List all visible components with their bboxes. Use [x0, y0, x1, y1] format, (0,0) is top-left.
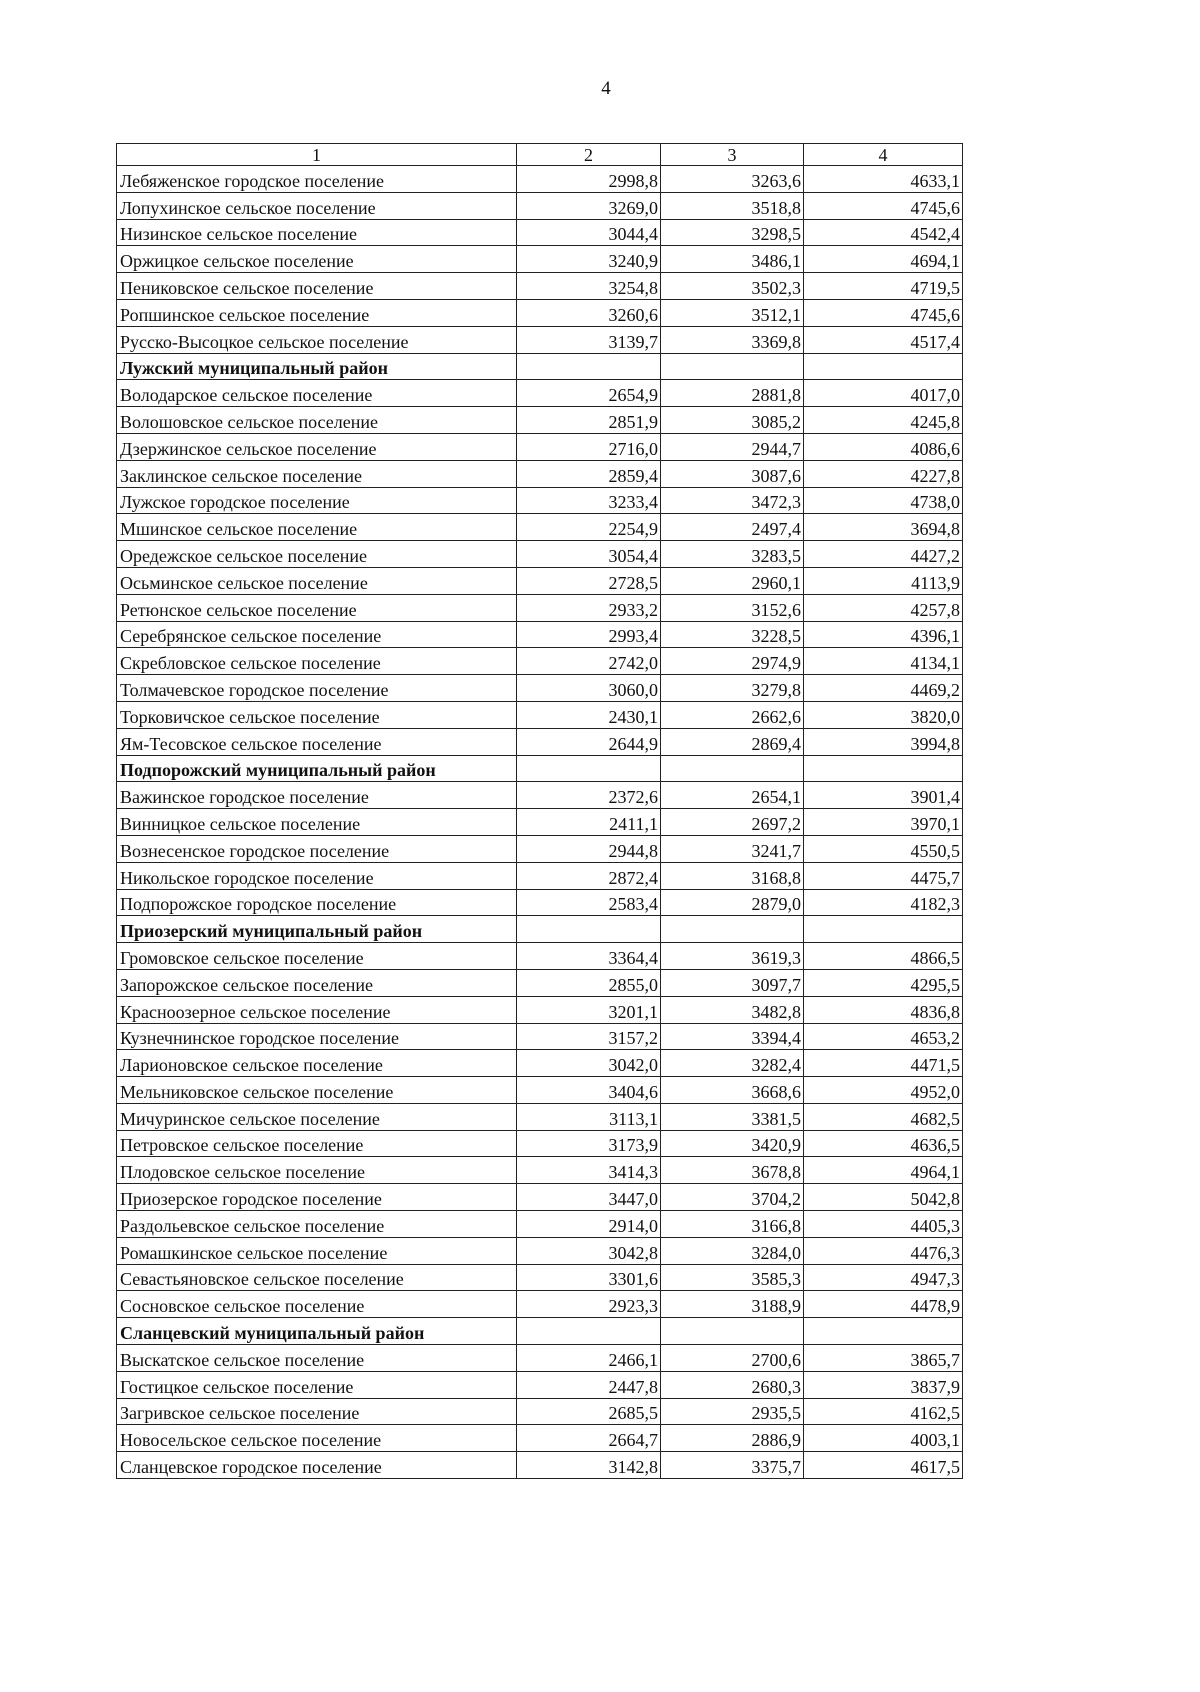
table-row [117, 1371, 963, 1398]
value-col3-cell: 3369,8 [661, 326, 804, 353]
table-row [117, 943, 963, 970]
value-col3-cell: 2960,1 [661, 567, 804, 594]
settlement-name-cell: Винницкое сельское поселение [117, 809, 517, 836]
value-col4-cell: 3837,9 [804, 1371, 963, 1398]
value-col3-cell: 3228,5 [661, 621, 804, 648]
settlement-name-cell: Подпорожское городское поселение [117, 889, 517, 916]
settlement-name-cell: Мшинское сельское поселение [117, 514, 517, 541]
table-row [117, 1398, 963, 1425]
value-col3-cell [661, 353, 804, 380]
value-col2-cell: 3113,1 [517, 1103, 661, 1130]
value-col4-cell: 4636,5 [804, 1130, 963, 1157]
value-col4-cell: 4964,1 [804, 1157, 963, 1184]
value-col4-cell: 4396,1 [804, 621, 963, 648]
settlement-name-cell: Толмачевское городское поселение [117, 675, 517, 702]
value-col4-cell: 4476,3 [804, 1237, 963, 1264]
district-header-row [117, 916, 963, 943]
value-col3-cell: 3472,3 [661, 487, 804, 514]
value-col2-cell: 2944,8 [517, 835, 661, 862]
value-col2-cell: 3054,4 [517, 541, 661, 568]
settlement-name-cell: Дзержинское сельское поселение [117, 433, 517, 460]
value-col2-cell: 3157,2 [517, 1023, 661, 1050]
value-col4-cell: 4469,2 [804, 675, 963, 702]
value-col4-cell [804, 916, 963, 943]
value-col2-cell: 2372,6 [517, 782, 661, 809]
value-col4-cell: 3970,1 [804, 809, 963, 836]
value-col2-cell: 2254,9 [517, 514, 661, 541]
value-col4-cell: 4653,2 [804, 1023, 963, 1050]
value-col4-cell: 4517,4 [804, 326, 963, 353]
value-col2-cell: 3301,6 [517, 1264, 661, 1291]
value-col2-cell: 2411,1 [517, 809, 661, 836]
table-row [117, 1103, 963, 1130]
value-col4-cell: 4295,5 [804, 969, 963, 996]
value-col2-cell: 2742,0 [517, 648, 661, 675]
value-col4-cell: 3820,0 [804, 701, 963, 728]
value-col2-cell: 2851,9 [517, 407, 661, 434]
value-col2-cell: 3142,8 [517, 1452, 661, 1479]
value-col2-cell: 2855,0 [517, 969, 661, 996]
value-col4-cell: 4952,0 [804, 1077, 963, 1104]
settlement-name-cell: Гостицкое сельское поселение [117, 1371, 517, 1398]
settlement-name-cell: Ретюнское сельское поселение [117, 594, 517, 621]
value-col2-cell: 2644,9 [517, 728, 661, 755]
value-col3-cell: 2654,1 [661, 782, 804, 809]
settlement-name-cell: Сосновское сельское поселение [117, 1291, 517, 1318]
value-col2-cell: 2872,4 [517, 862, 661, 889]
settlement-name-cell: Осьминское сельское поселение [117, 567, 517, 594]
value-col2-cell: 2998,8 [517, 166, 661, 193]
value-col4-cell: 4550,5 [804, 835, 963, 862]
value-col3-cell: 3482,8 [661, 996, 804, 1023]
column-header-3: 3 [661, 144, 804, 166]
value-col4-cell: 4162,5 [804, 1398, 963, 1425]
table-row [117, 889, 963, 916]
value-col2-cell: 3201,1 [517, 996, 661, 1023]
value-col4-cell: 3901,4 [804, 782, 963, 809]
table-row [117, 621, 963, 648]
value-col3-cell: 3585,3 [661, 1264, 804, 1291]
settlement-name-cell: Русско-Высоцкое сельское поселение [117, 326, 517, 353]
settlement-name-cell: Никольское городское поселение [117, 862, 517, 889]
value-col2-cell: 2993,4 [517, 621, 661, 648]
value-col3-cell: 3284,0 [661, 1237, 804, 1264]
table-row [117, 1023, 963, 1050]
settlement-name-cell: Раздольевское сельское поселение [117, 1211, 517, 1238]
table-row [117, 1211, 963, 1238]
settlement-name-cell: Петровское сельское поселение [117, 1130, 517, 1157]
table-row [117, 541, 963, 568]
value-col3-cell: 2879,0 [661, 889, 804, 916]
table-row [117, 1130, 963, 1157]
settlement-name-cell: Запорожское сельское поселение [117, 969, 517, 996]
value-col4-cell: 4427,2 [804, 541, 963, 568]
value-col4-cell: 4866,5 [804, 943, 963, 970]
value-col3-cell: 3279,8 [661, 675, 804, 702]
settlement-name-cell: Красноозерное сельское поселение [117, 996, 517, 1023]
value-col3-cell: 3085,2 [661, 407, 804, 434]
table-row [117, 246, 963, 273]
value-col4-cell: 3994,8 [804, 728, 963, 755]
value-col3-cell: 3283,5 [661, 541, 804, 568]
table-row [117, 594, 963, 621]
table-row [117, 487, 963, 514]
value-col4-cell: 4745,6 [804, 299, 963, 326]
settlement-name-cell: Скребловское сельское поселение [117, 648, 517, 675]
settlement-name-cell: Ропшинское сельское поселение [117, 299, 517, 326]
value-col3-cell: 2697,2 [661, 809, 804, 836]
value-col4-cell: 4738,0 [804, 487, 963, 514]
table-row [117, 648, 963, 675]
value-col3-cell [661, 916, 804, 943]
value-col3-cell: 3486,1 [661, 246, 804, 273]
value-col2-cell: 2466,1 [517, 1345, 661, 1372]
value-col2-cell: 3233,4 [517, 487, 661, 514]
value-col2-cell [517, 1318, 661, 1345]
table-row [117, 1050, 963, 1077]
value-col4-cell: 4947,3 [804, 1264, 963, 1291]
value-col3-cell: 3619,3 [661, 943, 804, 970]
value-col3-cell: 2869,4 [661, 728, 804, 755]
value-col2-cell: 3042,8 [517, 1237, 661, 1264]
value-col4-cell: 4617,5 [804, 1452, 963, 1479]
column-header-4: 4 [804, 144, 963, 166]
value-col2-cell: 3404,6 [517, 1077, 661, 1104]
value-col2-cell [517, 755, 661, 782]
table-row [117, 1425, 963, 1452]
value-col2-cell: 2914,0 [517, 1211, 661, 1238]
value-col4-cell: 4478,9 [804, 1291, 963, 1318]
value-col4-cell: 4086,6 [804, 433, 963, 460]
value-col2-cell: 2430,1 [517, 701, 661, 728]
value-col3-cell: 2680,3 [661, 1371, 804, 1398]
settlement-name-cell: Ларионовское сельское поселение [117, 1050, 517, 1077]
value-col3-cell: 3512,1 [661, 299, 804, 326]
settlement-name-cell: Сланцевское городское поселение [117, 1452, 517, 1479]
value-col2-cell: 2859,4 [517, 460, 661, 487]
value-col3-cell [661, 755, 804, 782]
value-col3-cell: 2662,6 [661, 701, 804, 728]
value-col4-cell: 3865,7 [804, 1345, 963, 1372]
value-col4-cell: 4017,0 [804, 380, 963, 407]
district-name-cell: Приозерский муниципальный район [117, 916, 517, 943]
settlement-name-cell: Загривское сельское поселение [117, 1398, 517, 1425]
value-col4-cell [804, 755, 963, 782]
settlement-name-cell: Приозерское городское поселение [117, 1184, 517, 1211]
value-col2-cell: 3364,4 [517, 943, 661, 970]
settlement-name-cell: Выскатское сельское поселение [117, 1345, 517, 1372]
value-col4-cell: 4475,7 [804, 862, 963, 889]
settlement-name-cell: Громовское сельское поселение [117, 943, 517, 970]
value-col2-cell: 3060,0 [517, 675, 661, 702]
settlement-name-cell: Мичуринское сельское поселение [117, 1103, 517, 1130]
value-col2-cell: 2664,7 [517, 1425, 661, 1452]
value-col2-cell: 3240,9 [517, 246, 661, 273]
table-row [117, 567, 963, 594]
value-col2-cell: 2583,4 [517, 889, 661, 916]
value-col4-cell: 4227,8 [804, 460, 963, 487]
table-row [117, 1264, 963, 1291]
value-col2-cell: 2654,9 [517, 380, 661, 407]
page-number: 4 [601, 78, 611, 99]
value-col3-cell: 2886,9 [661, 1425, 804, 1452]
table-row [117, 728, 963, 755]
value-col4-cell [804, 353, 963, 380]
value-col4-cell: 4682,5 [804, 1103, 963, 1130]
settlement-name-cell: Ромашкинское сельское поселение [117, 1237, 517, 1264]
table-row [117, 862, 963, 889]
value-col2-cell: 2716,0 [517, 433, 661, 460]
value-col3-cell: 2944,7 [661, 433, 804, 460]
settlement-name-cell: Серебрянское сельское поселение [117, 621, 517, 648]
table-row [117, 380, 963, 407]
value-col4-cell: 4471,5 [804, 1050, 963, 1077]
value-col2-cell: 3447,0 [517, 1184, 661, 1211]
value-col3-cell: 2881,8 [661, 380, 804, 407]
value-col4-cell: 4633,1 [804, 166, 963, 193]
table-row [117, 1077, 963, 1104]
district-name-cell: Подпорожский муниципальный район [117, 755, 517, 782]
value-col4-cell: 4405,3 [804, 1211, 963, 1238]
value-col3-cell: 3678,8 [661, 1157, 804, 1184]
value-col2-cell: 2685,5 [517, 1398, 661, 1425]
value-col3-cell: 3375,7 [661, 1452, 804, 1479]
value-col4-cell: 4182,3 [804, 889, 963, 916]
value-col2-cell: 2447,8 [517, 1371, 661, 1398]
value-col4-cell: 4134,1 [804, 648, 963, 675]
table-row [117, 433, 963, 460]
table-row [117, 835, 963, 862]
table-row [117, 299, 963, 326]
value-col2-cell: 3139,7 [517, 326, 661, 353]
value-col4-cell: 5042,8 [804, 1184, 963, 1211]
settlement-name-cell: Лопухинское сельское поселение [117, 192, 517, 219]
settlement-name-cell: Пениковское сельское поселение [117, 273, 517, 300]
table-row [117, 809, 963, 836]
table-row [117, 969, 963, 996]
settlement-name-cell: Володарское сельское поселение [117, 380, 517, 407]
value-col4-cell: 4745,6 [804, 192, 963, 219]
data-table [116, 143, 963, 1479]
value-col3-cell: 3152,6 [661, 594, 804, 621]
table-row [117, 166, 963, 193]
value-col3-cell: 3241,7 [661, 835, 804, 862]
table-row [117, 1184, 963, 1211]
district-name-cell: Лужский муниципальный район [117, 353, 517, 380]
value-col4-cell: 4836,8 [804, 996, 963, 1023]
settlement-name-cell: Плодовское сельское поселение [117, 1157, 517, 1184]
value-col4-cell: 4694,1 [804, 246, 963, 273]
table-body [117, 144, 963, 1479]
settlement-name-cell: Севастьяновское сельское поселение [117, 1264, 517, 1291]
table-row [117, 675, 963, 702]
value-col3-cell: 3097,7 [661, 969, 804, 996]
value-col2-cell [517, 916, 661, 943]
value-col3-cell: 3502,3 [661, 273, 804, 300]
value-col3-cell: 3087,6 [661, 460, 804, 487]
value-col3-cell: 3298,5 [661, 219, 804, 246]
value-col3-cell: 3704,2 [661, 1184, 804, 1211]
settlement-name-cell: Важинское городское поселение [117, 782, 517, 809]
value-col3-cell: 3420,9 [661, 1130, 804, 1157]
value-col2-cell: 3414,3 [517, 1157, 661, 1184]
value-col2-cell: 2728,5 [517, 567, 661, 594]
settlement-name-cell: Торковичское сельское поселение [117, 701, 517, 728]
value-col3-cell: 3518,8 [661, 192, 804, 219]
value-col3-cell: 3263,6 [661, 166, 804, 193]
table-row [117, 1291, 963, 1318]
value-col4-cell: 4542,4 [804, 219, 963, 246]
value-col2-cell: 3042,0 [517, 1050, 661, 1077]
value-col4-cell: 4719,5 [804, 273, 963, 300]
district-header-row [117, 353, 963, 380]
settlement-name-cell: Лебяженское городское поселение [117, 166, 517, 193]
table-row [117, 782, 963, 809]
table-row [117, 996, 963, 1023]
table-row [117, 701, 963, 728]
value-col4-cell [804, 1318, 963, 1345]
value-col2-cell: 2923,3 [517, 1291, 661, 1318]
table-row [117, 460, 963, 487]
value-col2-cell: 3269,0 [517, 192, 661, 219]
value-col2-cell [517, 353, 661, 380]
value-col2-cell: 3173,9 [517, 1130, 661, 1157]
value-col3-cell: 3381,5 [661, 1103, 804, 1130]
table-row [117, 1452, 963, 1479]
value-col3-cell: 3282,4 [661, 1050, 804, 1077]
value-col4-cell: 4003,1 [804, 1425, 963, 1452]
settlement-name-cell: Оредежское сельское поселение [117, 541, 517, 568]
value-col3-cell: 2935,5 [661, 1398, 804, 1425]
table-row [117, 1345, 963, 1372]
value-col2-cell: 2933,2 [517, 594, 661, 621]
column-number-row [117, 144, 963, 166]
table-row [117, 219, 963, 246]
value-col3-cell: 2497,4 [661, 514, 804, 541]
settlement-name-cell: Оржицкое сельское поселение [117, 246, 517, 273]
settlement-name-cell: Вознесенское городское поселение [117, 835, 517, 862]
value-col3-cell [661, 1318, 804, 1345]
table-row [117, 1157, 963, 1184]
value-col3-cell: 2974,9 [661, 648, 804, 675]
settlement-name-cell: Новосельское сельское поселение [117, 1425, 517, 1452]
district-name-cell: Сланцевский муниципальный район [117, 1318, 517, 1345]
value-col3-cell: 3394,4 [661, 1023, 804, 1050]
table-row [117, 407, 963, 434]
value-col2-cell: 3260,6 [517, 299, 661, 326]
settlement-name-cell: Кузнечнинское городское поселение [117, 1023, 517, 1050]
settlement-name-cell: Ям-Тесовское сельское поселение [117, 728, 517, 755]
value-col4-cell: 4113,9 [804, 567, 963, 594]
table-row [117, 514, 963, 541]
value-col3-cell: 3668,6 [661, 1077, 804, 1104]
district-header-row [117, 1318, 963, 1345]
value-col4-cell: 3694,8 [804, 514, 963, 541]
column-header-1: 1 [117, 144, 517, 166]
value-col2-cell: 3044,4 [517, 219, 661, 246]
value-col3-cell: 3166,8 [661, 1211, 804, 1238]
value-col2-cell: 3254,8 [517, 273, 661, 300]
table-row [117, 1237, 963, 1264]
settlement-name-cell: Лужское городское поселение [117, 487, 517, 514]
table-row [117, 192, 963, 219]
value-col4-cell: 4257,8 [804, 594, 963, 621]
table-row [117, 326, 963, 353]
settlement-name-cell: Волошовское сельское поселение [117, 407, 517, 434]
value-col3-cell: 3188,9 [661, 1291, 804, 1318]
value-col3-cell: 2700,6 [661, 1345, 804, 1372]
table-row [117, 273, 963, 300]
column-header-2: 2 [517, 144, 661, 166]
value-col4-cell: 4245,8 [804, 407, 963, 434]
settlement-name-cell: Заклинское сельское поселение [117, 460, 517, 487]
value-col3-cell: 3168,8 [661, 862, 804, 889]
settlement-name-cell: Мельниковское сельское поселение [117, 1077, 517, 1104]
settlement-name-cell: Низинское сельское поселение [117, 219, 517, 246]
district-header-row [117, 755, 963, 782]
